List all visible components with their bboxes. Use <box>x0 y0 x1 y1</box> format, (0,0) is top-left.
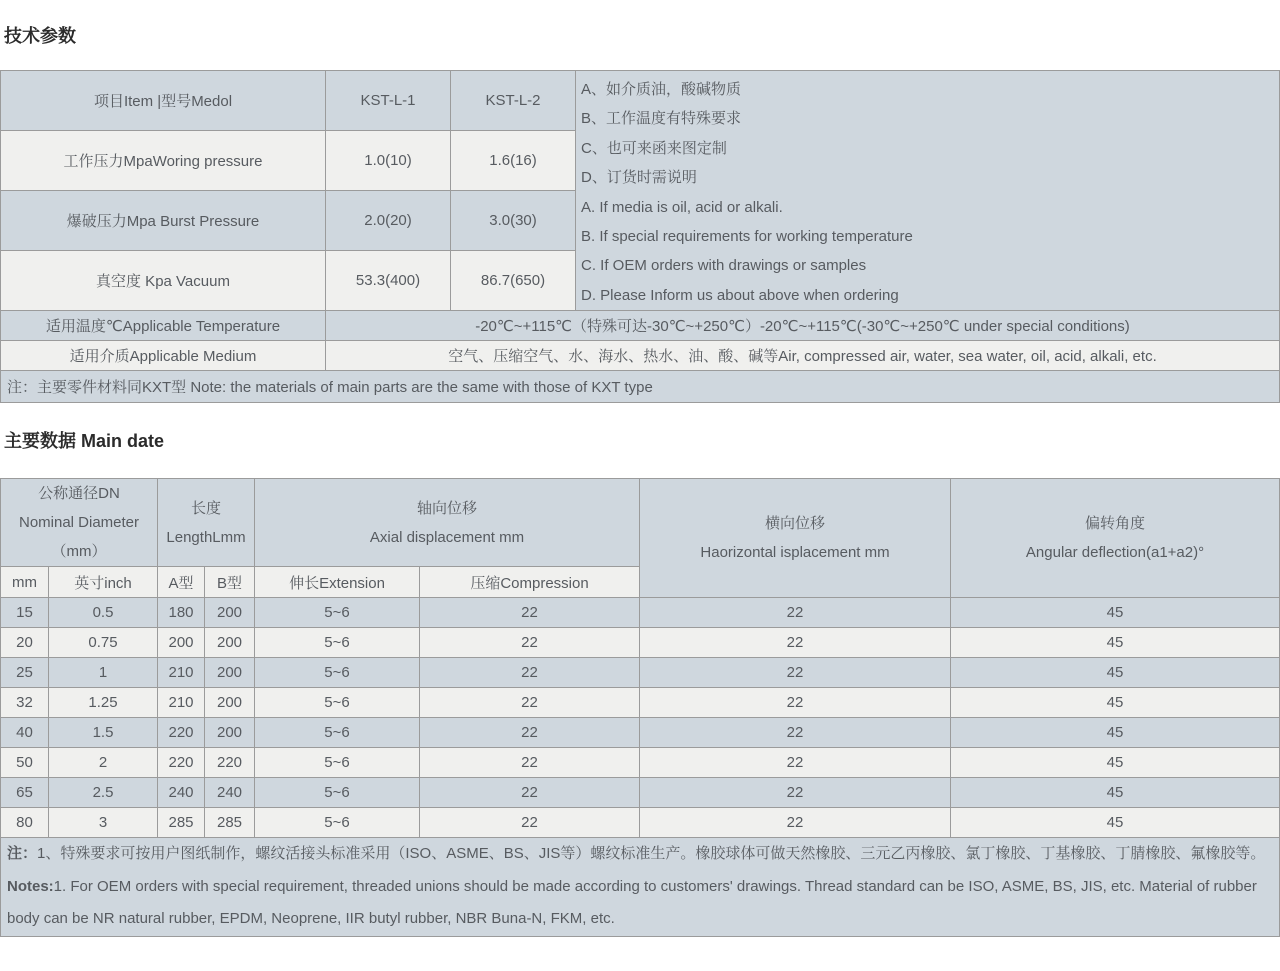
table-row <box>1 808 1280 838</box>
cell-length-b: 200 <box>205 628 255 658</box>
header-line: Axial displacement mm <box>369 528 525 546</box>
cell-horizontal: 22 <box>640 748 951 778</box>
cell-extension: 5~6 <box>255 748 420 778</box>
cell-length-a: 285 <box>158 808 205 838</box>
param-value-kst-l-1: 1.0(10) <box>326 131 451 191</box>
section-title-technical-parameters: 技术参数 <box>4 26 76 46</box>
param-value-kst-l-2: 3.0(30) <box>451 191 576 251</box>
materials-footnote: 注：主要零件材料同KXT型 Note: the materials of main parts are the same with those of KXT type <box>1 371 1280 403</box>
cell-extension: 5~6 <box>255 658 420 688</box>
param-label-working-pressure: 工作压力MpaWoring pressure <box>1 131 326 191</box>
table-row <box>1 311 1280 341</box>
cell-angular: 45 <box>951 598 1280 628</box>
cell-compression: 22 <box>420 658 640 688</box>
note-line: B. If special requirements for working temperature <box>581 227 913 245</box>
cell-inch: 1 <box>49 658 158 688</box>
cell-inch: 2.5 <box>49 778 158 808</box>
header-horizontal-displacement <box>640 479 951 598</box>
cell-dn-mm: 25 <box>1 658 49 688</box>
main-data-table <box>0 478 1280 937</box>
cell-dn-mm: 20 <box>1 628 49 658</box>
footnote-line: body can be NR natural rubber, EPDM, Neoprene, IIR butyl rubber, NBR Buna-N, FKM, etc. <box>7 910 615 928</box>
header-line: Angular deflection(a1+a2)° <box>1025 544 1205 562</box>
cell-horizontal: 22 <box>640 808 951 838</box>
cell-inch: 1.5 <box>49 718 158 748</box>
table-row <box>1 838 1280 937</box>
footnote-prefix: 注： <box>7 845 38 863</box>
header-line: 长度 <box>191 499 222 517</box>
param-label-applicable-temperature: 适用温度℃Applicable Temperature <box>1 311 326 341</box>
cell-dn-mm: 65 <box>1 778 49 808</box>
header-line: LengthLmm <box>166 528 246 546</box>
applicable-temperature-value: -20℃~+115℃（特殊可达-30℃~+250℃）-20℃~+115℃(-30℃~+250℃ under special conditions) <box>326 311 1280 341</box>
cell-extension: 5~6 <box>255 688 420 718</box>
cell-horizontal: 22 <box>640 598 951 628</box>
param-value-kst-l-1: 53.3(400) <box>326 251 451 311</box>
param-value-kst-l-2: 86.7(650) <box>451 251 576 311</box>
note-line: B、工作温度有特殊要求 <box>581 110 742 128</box>
cell-extension: 5~6 <box>255 718 420 748</box>
footnote-line: 注：1、特殊要求可按用户图纸制作，螺纹活接头标准采用（ISO、ASME、BS、JIS等）螺纹标准生产。橡胶球体可做天然橡胶、三元乙丙橡胶、氯丁橡胶、丁基橡胶、丁腈橡胶、氟橡胶等。 <box>7 845 1266 863</box>
header-row <box>1 479 1280 567</box>
cell-angular: 45 <box>951 808 1280 838</box>
header-line: 横向位移 <box>765 515 826 533</box>
footnote-prefix: Notes: <box>7 877 54 895</box>
table-row <box>1 341 1280 371</box>
subheader-inch: 英寸inch <box>49 567 158 598</box>
cell-compression: 22 <box>420 748 640 778</box>
cell-dn-mm: 80 <box>1 808 49 838</box>
subheader-type-a: A型 <box>158 567 205 598</box>
table-row <box>1 71 1280 131</box>
note-line: C. If OEM orders with drawings or samples <box>581 257 867 275</box>
ordering-notes-cell <box>576 71 1280 311</box>
cell-compression: 22 <box>420 598 640 628</box>
header-nominal-diameter <box>1 479 158 567</box>
cell-length-a: 200 <box>158 628 205 658</box>
cell-length-b: 200 <box>205 688 255 718</box>
cell-length-b: 200 <box>205 598 255 628</box>
cell-compression: 22 <box>420 628 640 658</box>
param-label-item-model: 项目Item |型号Medol <box>1 71 326 131</box>
table-row <box>1 748 1280 778</box>
cell-angular: 45 <box>951 688 1280 718</box>
param-value-kst-l-2: KST-L-2 <box>451 71 576 131</box>
table-row <box>1 628 1280 658</box>
subheader-mm: mm <box>1 567 49 598</box>
table-row <box>1 688 1280 718</box>
param-value-kst-l-1: 2.0(20) <box>326 191 451 251</box>
cell-extension: 5~6 <box>255 598 420 628</box>
header-line: （mm） <box>51 543 107 561</box>
cell-inch: 0.75 <box>49 628 158 658</box>
header-line: 公称通径DN <box>38 485 120 503</box>
cell-dn-mm: 15 <box>1 598 49 628</box>
cell-length-a: 240 <box>158 778 205 808</box>
header-angular-deflection <box>951 479 1280 598</box>
cell-length-a: 210 <box>158 688 205 718</box>
param-value-kst-l-1: KST-L-1 <box>326 71 451 131</box>
cell-extension: 5~6 <box>255 808 420 838</box>
page <box>0 26 1280 937</box>
cell-length-b: 285 <box>205 808 255 838</box>
note-line: A. If media is oil, acid or alkali. <box>581 198 783 216</box>
cell-inch: 1.25 <box>49 688 158 718</box>
note-line: C、也可来函来图定制 <box>581 139 727 157</box>
cell-length-b: 200 <box>205 718 255 748</box>
header-line: 偏转角度 <box>1085 515 1146 533</box>
cell-dn-mm: 32 <box>1 688 49 718</box>
header-line: 轴向位移 <box>417 499 478 517</box>
cell-angular: 45 <box>951 748 1280 778</box>
cell-compression: 22 <box>420 718 640 748</box>
header-line: Nominal Diameter <box>18 514 140 532</box>
cell-angular: 45 <box>951 628 1280 658</box>
cell-length-b: 220 <box>205 748 255 778</box>
subheader-extension: 伸长Extension <box>255 567 420 598</box>
param-label-burst-pressure: 爆破压力Mpa Burst Pressure <box>1 191 326 251</box>
cell-horizontal: 22 <box>640 688 951 718</box>
cell-inch: 3 <box>49 808 158 838</box>
table-row <box>1 778 1280 808</box>
cell-compression: 22 <box>420 778 640 808</box>
table-row <box>1 598 1280 628</box>
header-line: Haorizontal isplacement mm <box>700 544 890 562</box>
note-line: A、如介质油，酸碱物质 <box>581 81 742 98</box>
cell-inch: 0.5 <box>49 598 158 628</box>
cell-length-b: 200 <box>205 658 255 688</box>
cell-angular: 45 <box>951 778 1280 808</box>
footnote-line: Notes:1. For OEM orders with special requirement, threaded unions should be made according to customers' drawings. Thread standard can be ISO, ASME, BS, JIS, etc. Material of rubber <box>7 877 1257 895</box>
cell-length-a: 210 <box>158 658 205 688</box>
header-length <box>158 479 255 567</box>
subheader-type-b: B型 <box>205 567 255 598</box>
note-line: D、订货时需说明 <box>581 169 697 187</box>
cell-inch: 2 <box>49 748 158 778</box>
cell-length-a: 220 <box>158 748 205 778</box>
cell-length-a: 180 <box>158 598 205 628</box>
note-line: D. Please Inform us about above when ordering <box>581 286 899 304</box>
cell-angular: 45 <box>951 658 1280 688</box>
cell-compression: 22 <box>420 808 640 838</box>
cell-angular: 45 <box>951 718 1280 748</box>
cell-horizontal: 22 <box>640 778 951 808</box>
table-row <box>1 371 1280 403</box>
technical-parameters-table <box>0 70 1280 403</box>
applicable-medium-value: 空气、压缩空气、水、海水、热水、油、酸、碱等Air, compressed air, water, sea water, oil, acid, alkali, etc. <box>326 341 1280 371</box>
cell-dn-mm: 40 <box>1 718 49 748</box>
cell-dn-mm: 50 <box>1 748 49 778</box>
cell-horizontal: 22 <box>640 658 951 688</box>
param-label-vacuum: 真空度 Kpa Vacuum <box>1 251 326 311</box>
param-value-kst-l-2: 1.6(16) <box>451 131 576 191</box>
cell-compression: 22 <box>420 688 640 718</box>
table-row <box>1 658 1280 688</box>
cell-horizontal: 22 <box>640 628 951 658</box>
cell-extension: 5~6 <box>255 628 420 658</box>
param-label-applicable-medium: 适用介质Applicable Medium <box>1 341 326 371</box>
cell-horizontal: 22 <box>640 718 951 748</box>
section-title-main-data: 主要数据 Main date <box>4 431 165 452</box>
cell-extension: 5~6 <box>255 778 420 808</box>
header-axial-displacement <box>255 479 640 567</box>
main-data-footnotes <box>1 838 1280 937</box>
cell-length-a: 220 <box>158 718 205 748</box>
cell-length-b: 240 <box>205 778 255 808</box>
subheader-compression: 压缩Compression <box>420 567 640 598</box>
table-row <box>1 718 1280 748</box>
